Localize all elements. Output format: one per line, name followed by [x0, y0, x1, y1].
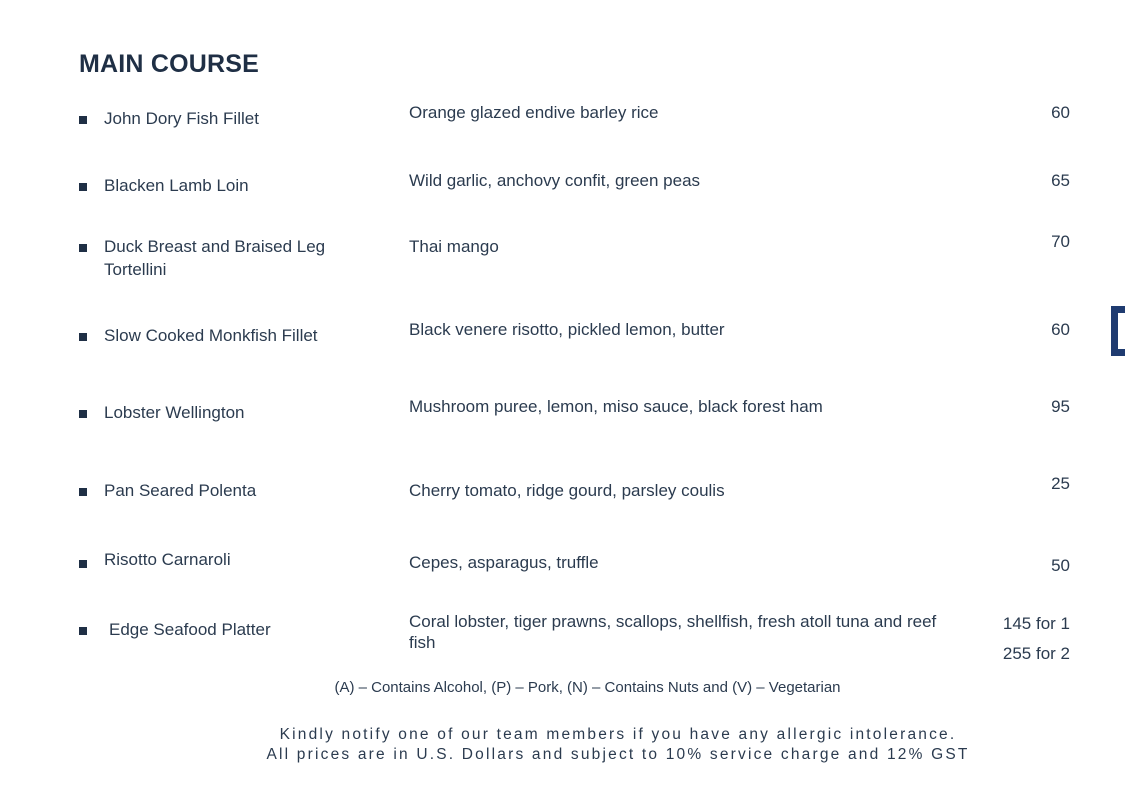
bullet-icon — [79, 333, 87, 341]
bullet-icon — [79, 183, 87, 191]
dish-price: 95 — [1051, 397, 1070, 416]
dish-price: 50 — [1051, 556, 1070, 575]
dish-price: 70 — [1051, 232, 1070, 251]
bullet-icon — [79, 244, 87, 252]
dish-price: 25 — [1051, 474, 1070, 493]
dish-name: Lobster Wellington — [104, 403, 245, 422]
dish-price: 60 — [1051, 320, 1070, 339]
dish-price: 65 — [1051, 171, 1070, 190]
bullet-icon — [79, 116, 87, 124]
dish-description: Cepes, asparagus, truffle — [409, 553, 599, 572]
dietary-legend: (A) – Contains Alcohol, (P) – Pork, (N) – Contains Nuts and (V) – Vegetarian — [334, 679, 841, 696]
bullet-icon — [79, 488, 87, 496]
bullet-icon — [79, 627, 87, 635]
dish-description: Wild garlic, anchovy confit, green peas — [409, 171, 701, 190]
dish-name: Pan Seared Polenta — [104, 481, 257, 500]
dish-price: 145 for 1 — [1002, 614, 1070, 633]
dish-name: Edge Seafood Platter — [109, 620, 271, 639]
dish-description: Coral lobster, tiger prawns, scallops, shellfish, fresh atoll tuna and reef fish — [409, 612, 937, 652]
dish-description: Orange glazed endive barley rice — [409, 103, 659, 122]
dish-name: Slow Cooked Monkfish Fillet — [104, 326, 318, 345]
dish-description: Black venere risotto, pickled lemon, butter — [409, 320, 725, 339]
dish-name: Risotto Carnaroli — [104, 550, 231, 569]
bullet-icon — [79, 560, 87, 568]
dish-name: Duck Breast and Braised Leg Tortellini — [104, 237, 326, 279]
section-heading: MAIN COURSE — [79, 50, 259, 78]
dish-name: Blacken Lamb Loin — [104, 176, 249, 195]
dish-price: 60 — [1051, 103, 1070, 122]
dish-description: Cherry tomato, ridge gourd, parsley coulis — [409, 481, 725, 500]
dish-price-secondary: 255 for 2 — [1002, 644, 1070, 663]
dish-description: Mushroom puree, lemon, miso sauce, black forest ham — [409, 397, 823, 416]
dish-name: John Dory Fish Fillet — [104, 109, 259, 128]
edge-logo-fragment-icon — [1111, 306, 1125, 356]
pricing-notice: All prices are in U.S. Dollars and subject to 10% service charge and 12% GST — [266, 746, 970, 763]
allergy-notice: Kindly notify one of our team members if you have any allergic intolerance. — [279, 726, 957, 743]
bullet-icon — [79, 410, 87, 418]
dish-description: Thai mango — [409, 237, 499, 256]
